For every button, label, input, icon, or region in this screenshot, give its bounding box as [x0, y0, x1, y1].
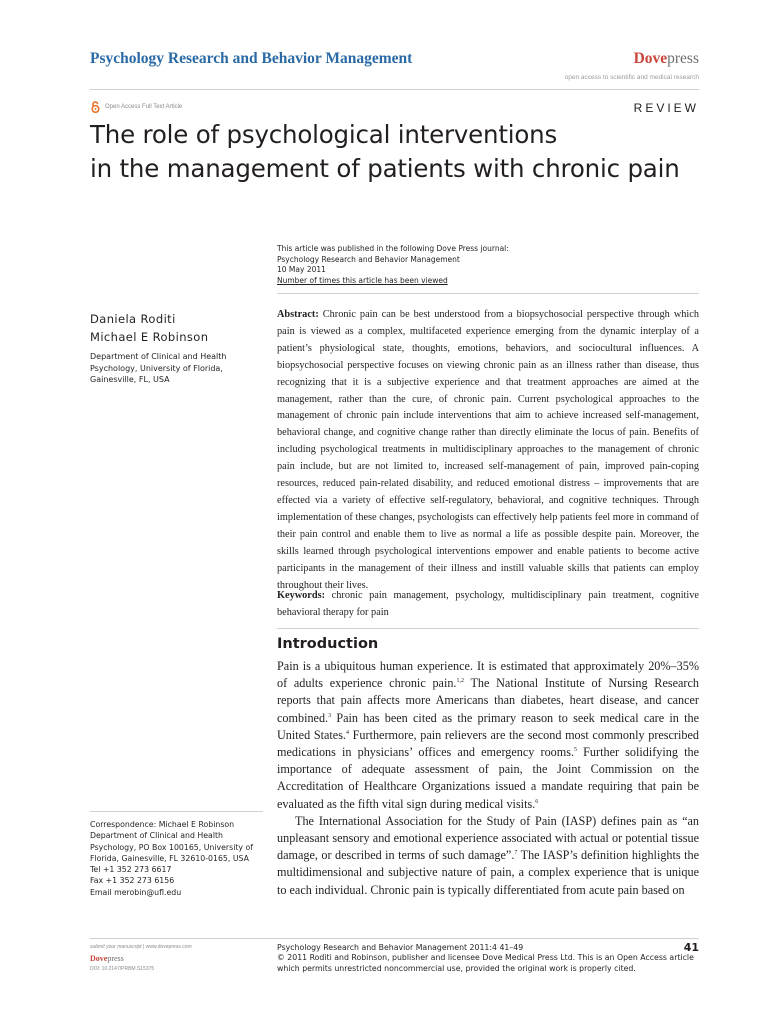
keywords-label: Keywords:	[277, 590, 326, 601]
article-type: REVIEW	[633, 101, 699, 115]
correspondence-line: Fax +1 352 273 6156	[90, 876, 175, 886]
citation-ref[interactable]: 7	[514, 850, 518, 857]
correspondence-line: Florida, Gainesville, FL 32610-0165, USA	[90, 853, 249, 863]
views-link[interactable]: Number of times this article has been viewed	[277, 275, 448, 285]
citation-ref[interactable]: 6	[535, 798, 539, 805]
citation-ref[interactable]: 4	[345, 729, 349, 736]
affiliation-line: Department of Clinical and Health	[90, 352, 227, 361]
intro-divider	[277, 628, 699, 629]
publisher-logo-dove: Dove	[633, 50, 668, 67]
text-run: Further solidifying the importance of adequate assessment of pain, the Joint Commission on the Accreditation of Healthcare Organizations issued a mandate requiring that pain be evaluated as the fifth vital sign during medical visits.	[277, 745, 699, 811]
citation-ref[interactable]: 1,2	[456, 678, 464, 685]
abstract	[277, 307, 699, 594]
submit-url: www.dovepress.com	[145, 944, 192, 950]
publisher-tagline: open access to scientific and medical research	[564, 74, 699, 81]
correspondence-line: Tel +1 352 273 6617	[90, 865, 172, 875]
correspondence-line: Department of Clinical and Health	[90, 831, 223, 841]
footer-logo-dove: Dove	[90, 954, 108, 963]
author-affiliation	[90, 351, 270, 386]
introduction-body	[277, 658, 699, 899]
article-title	[90, 118, 730, 186]
footer-citation	[277, 943, 697, 974]
title-line-1: The role of psychological interventions	[90, 120, 558, 149]
citation-ref[interactable]: 3	[328, 712, 332, 719]
paragraph	[277, 658, 699, 813]
keywords-text: chronic pain management, psychology, multidisciplinary pain treatment, cognitive behavioral therapy for pain	[277, 590, 699, 618]
affiliation-line: Gainesville, FL, USA	[90, 375, 170, 384]
keywords	[277, 588, 699, 622]
paragraph	[277, 813, 699, 899]
author-list	[90, 310, 208, 346]
open-access-badge	[90, 101, 182, 113]
doi[interactable]: DOI: 10.2147/PRBM.S15375	[90, 966, 155, 972]
header-divider	[90, 89, 699, 90]
pubinfo-line-3: 10 May 2011	[277, 265, 326, 274]
text-run: The National Institute of Nursing Research reports that pain affects more Americans than diabetes, heart disease, and cancer combined.	[277, 676, 699, 725]
open-access-label: Open Access Full Text Article	[105, 104, 183, 110]
title-line-2: in the management of patients with chronic pain	[90, 154, 680, 183]
text-run: Pain has been cited as the primary reason to seek medical care in the United States.	[277, 710, 699, 742]
pubinfo-line-2: Psychology Research and Behavior Management	[277, 254, 460, 264]
submit-manuscript-link[interactable]: submit your manuscript | www.dovepress.com	[90, 944, 192, 950]
text-run: The International Association for the Study of Pain (IASP) defines pain as “an unpleasant sensory and emotional experience associated with actual or potential tissue damage, or described in terms of such damage”.	[277, 813, 699, 863]
author-name: Daniela Roditi	[90, 312, 176, 326]
journal-header: Psychology Research and Behavior Management	[90, 50, 413, 67]
text-run: Furthermore, pain relievers are the second most commonly prescribed medications in physicians’ offices and emergency rooms.	[277, 727, 699, 760]
abstract-label: Abstract:	[277, 309, 319, 320]
publisher-logo-press: press	[667, 50, 699, 67]
pubinfo-line-1: This article was published in the following Dove Press journal:	[277, 244, 509, 253]
section-heading-introduction: Introduction	[277, 636, 379, 652]
correspondence-line: Correspondence: Michael E Robinson	[90, 820, 235, 829]
affiliation-line: Psychology, University of Florida,	[90, 363, 223, 373]
footer-logo-press: press	[107, 954, 124, 963]
footer-logo[interactable]	[90, 953, 192, 964]
publication-info	[277, 244, 509, 286]
page-number: 41	[683, 941, 699, 954]
pubinfo-divider	[277, 293, 699, 294]
citation-ref[interactable]: 5	[574, 746, 578, 753]
text-run: The IASP’s definition highlights the multidimensional and subjective nature of pain, a complex experience that is unique to each individual. Chronic pain is typically differentiated from acute pain based on	[277, 848, 699, 897]
author-name: Michael E Robinson	[90, 330, 209, 344]
citation-line: Psychology Research and Behavior Management 2011:4 41–49	[277, 943, 524, 952]
correspondence-email[interactable]: Email merobin@ufl.edu	[90, 887, 182, 897]
correspondence-line: Psychology, PO Box 100165, University of	[90, 842, 254, 852]
correspondence-block	[90, 819, 270, 898]
footer-left	[90, 942, 192, 975]
publisher-logo[interactable]	[634, 50, 699, 68]
abstract-text: Chronic pain can be best understood from a biopsychosocial perspective through which pain is viewed as a complex, multifaceted experience emerging from the dynamic interplay of a patient’s physiological state, thoughts, emotions, behaviors, and sociocultural influences. A biopsychosocial perspective focuses on viewing chronic pain as an illness rather than disease, thus recognizing that it is a subjective experience and that treatment approaches are aimed at the management, rather than the cure, of chronic pain. Current psychological approaches to the management of chronic pain include interventions that aim to achieve increased self-management, behavioral change, and cognitive change rather than directly eliminate the locus of pain. Benefits of including psychological treatments in multidisciplinary approaches to the management of chronic pain include, but are not limited to, increased self-management of pain, improved pain-coping resources, reduced pain-related disability, and reduced emotional distress – improvements that are effected via a variety of effective self-regulatory, behavioral, and cognitive techniques. Through implementation of these changes, psychologists can effectively help patients feel more in command of their pain control and enable them to live as normal a life as possible despite pain. Moreover, the skills learned through psychological interventions empower and enable patients to become active participants in the management of their illness and instill valuable skills that patients can employ throughout their lives.	[277, 309, 699, 591]
footer-divider	[90, 938, 699, 939]
correspondence-divider	[90, 811, 263, 812]
open-access-lock-icon	[90, 101, 101, 113]
text-run: Pain is a ubiquitous human experience. It is estimated that approximately 20%–35% of adults experience chronic pain.	[277, 659, 699, 691]
submit-label: submit your manuscript	[90, 944, 142, 950]
copyright-notice: © 2011 Roditi and Robinson, publisher and licensee Dove Medical Press Ltd. This is an Open Access article which permits unrestricted noncommercial use, provided the original work is properly cited.	[277, 953, 694, 973]
